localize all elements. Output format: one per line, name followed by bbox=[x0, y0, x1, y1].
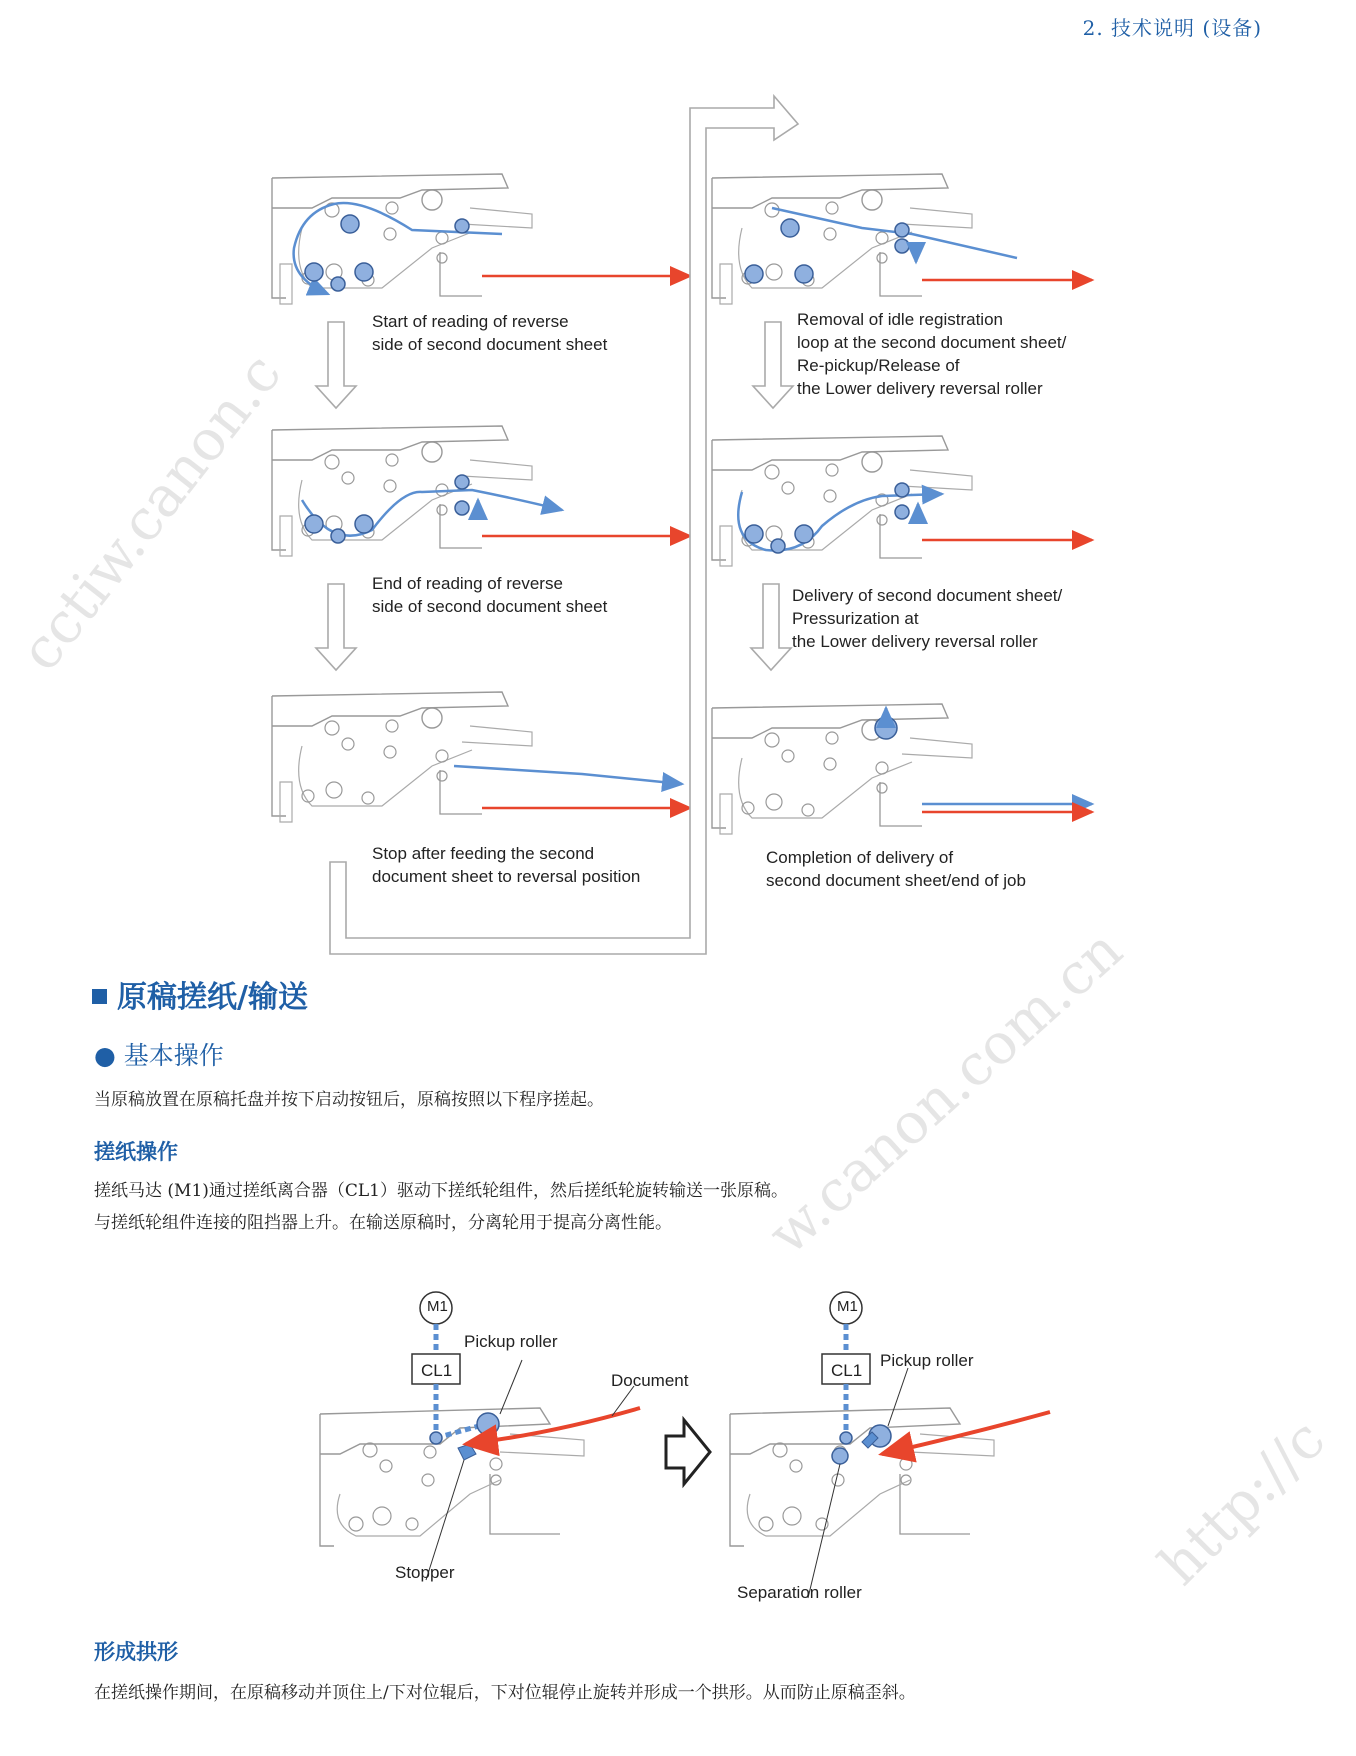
flow-step-2-illustration bbox=[272, 426, 690, 556]
square-bullet-icon bbox=[92, 989, 107, 1004]
flow-caption-2 bbox=[372, 572, 607, 618]
section-title-text: 原稿搓纸/输送 bbox=[117, 980, 308, 1015]
watermark: w.canon.com.cn bbox=[756, 917, 1135, 1268]
caption-line: the Lower delivery reversal roller bbox=[797, 379, 1043, 398]
pickup-figure-right bbox=[730, 1292, 1050, 1598]
caption-line: Stop after feeding the second bbox=[372, 844, 595, 863]
caption-line: Delivery of second document sheet/ bbox=[792, 586, 1063, 605]
separation-roller-label: Separation roller bbox=[737, 1583, 862, 1602]
arch-heading: 形成拱形 bbox=[94, 1640, 178, 1664]
caption-line: Pressurization at bbox=[792, 609, 919, 628]
flow-step-3-illustration bbox=[272, 692, 690, 822]
flow-caption-6 bbox=[766, 846, 1026, 892]
caption-line: Start of reading of reverse bbox=[372, 312, 569, 331]
caption-line: side of second document sheet bbox=[372, 597, 608, 616]
flow-step-4-illustration bbox=[712, 174, 1092, 304]
watermark: http://c bbox=[1147, 1407, 1338, 1598]
pickup-roller-label-right: Pickup roller bbox=[880, 1351, 974, 1370]
next-step-arrow-icon bbox=[666, 1420, 710, 1484]
pickup-roller-label-left: Pickup roller bbox=[464, 1332, 558, 1351]
pickup-roller-icon bbox=[477, 1413, 499, 1435]
pickup-paragraph-line-2: 与搓纸轮组件连接的阻挡器上升。在输送原稿时，分离轮用于提高分离性能。 bbox=[94, 1213, 672, 1233]
caption-line: the Lower delivery reversal roller bbox=[792, 632, 1038, 651]
page-header-title: 2. 技术说明 (设备) bbox=[1082, 16, 1262, 40]
document-label: Document bbox=[611, 1371, 689, 1390]
flow-caption-5 bbox=[792, 584, 1062, 653]
intro-paragraph: 当原稿放置在原稿托盘并按下启动按钮后，原稿按照以下程序搓起。 bbox=[94, 1090, 604, 1110]
motor-label-left: M1 bbox=[427, 1298, 448, 1315]
clutch-label-right: CL1 bbox=[831, 1361, 863, 1380]
circle-bullet-icon: ● bbox=[94, 1041, 116, 1070]
caption-line: document sheet to reversal position bbox=[372, 867, 641, 886]
pickup-heading: 搓纸操作 bbox=[94, 1140, 178, 1164]
arch-paragraph: 在搓纸操作期间，在原稿移动并顶住上/下对位辊后，下对位辊停止旋转并形成一个拱形。从而防止原稿歪斜。 bbox=[94, 1683, 916, 1703]
caption-line: Removal of idle registration bbox=[797, 310, 1003, 329]
subsection-title bbox=[94, 1036, 224, 1072]
caption-line: Re-pickup/Release of bbox=[797, 356, 960, 375]
caption-line: second document sheet/end of job bbox=[766, 871, 1026, 890]
flow-step-5-illustration bbox=[712, 436, 1092, 566]
pickup-paragraph-line-1: 搓纸马达 (M1)通过搓纸离合器（CL1）驱动下搓纸轮组件，然后搓纸轮旋转输送一张原稿。 bbox=[94, 1181, 789, 1201]
flow-caption-3 bbox=[372, 842, 640, 888]
caption-line: side of second document sheet bbox=[372, 335, 608, 354]
flow-step-1-illustration bbox=[272, 174, 690, 304]
clutch-label-left: CL1 bbox=[421, 1361, 453, 1380]
watermark: cctiw.canon.c bbox=[7, 341, 295, 684]
flow-step-6-illustration bbox=[712, 704, 1092, 834]
separation-roller-icon bbox=[832, 1448, 848, 1464]
motor-label-right: M1 bbox=[837, 1298, 858, 1315]
flow-caption-4 bbox=[797, 308, 1066, 400]
caption-line: loop at the second document sheet/ bbox=[797, 333, 1067, 352]
caption-line: End of reading of reverse bbox=[372, 574, 563, 593]
section-title bbox=[92, 972, 308, 1016]
subsection-title-text: 基本操作 bbox=[123, 1041, 224, 1070]
flow-caption-1 bbox=[372, 310, 607, 356]
caption-line: Completion of delivery of bbox=[766, 848, 954, 867]
stopper-label: Stopper bbox=[395, 1563, 455, 1582]
